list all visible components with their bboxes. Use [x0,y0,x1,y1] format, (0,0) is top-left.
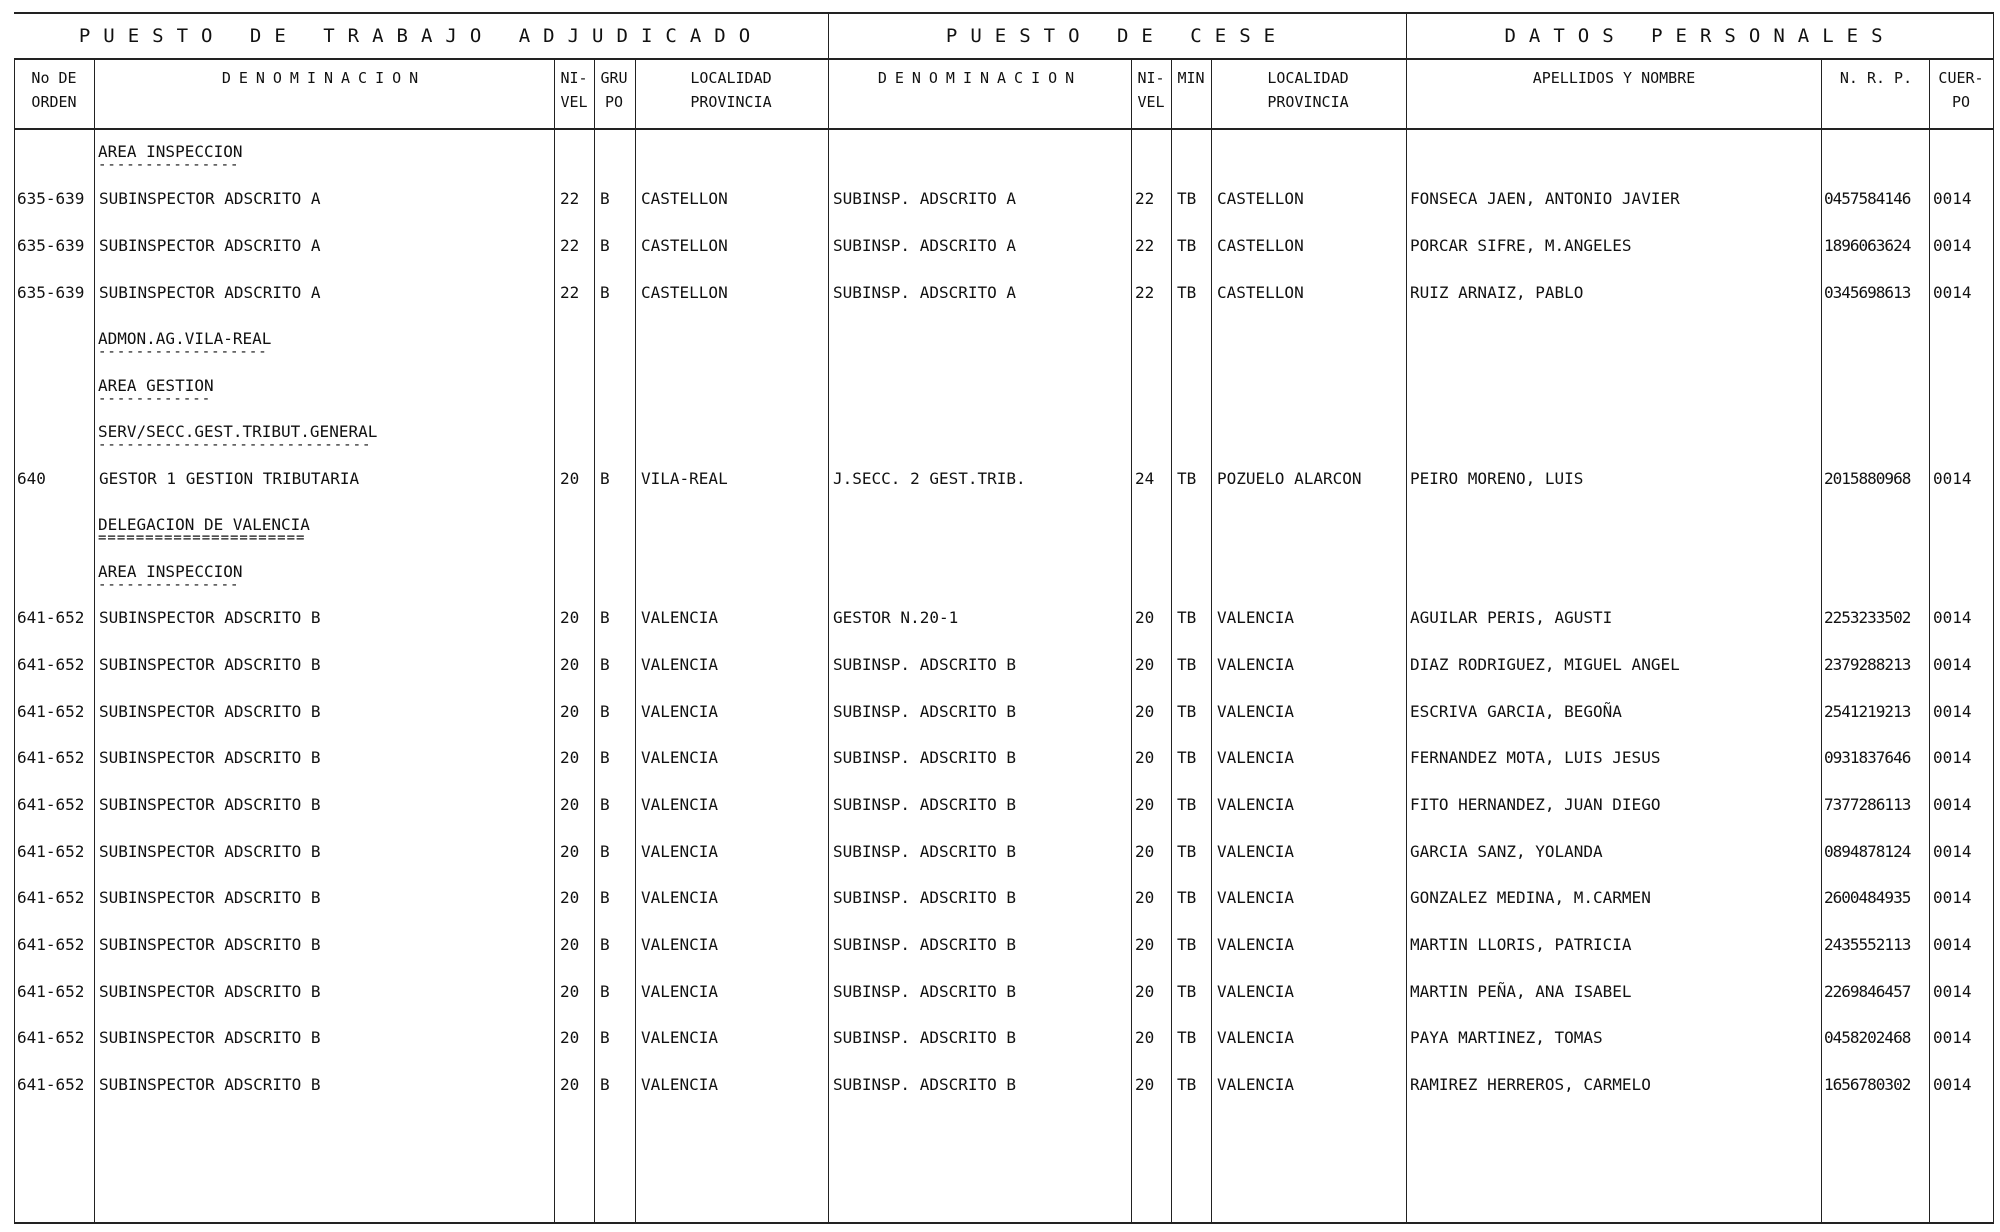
section-title: SERV/SECC.GEST.TRIBUT.GENERAL [98,422,378,441]
col-header-orden: No DE ORDEN [31,69,77,111]
cell-apellidos-nombre: RAMIREZ HERREROS, CARMELO [1410,1075,1651,1094]
cell-cese-min: TB [1177,608,1197,627]
cell-cese-localidad: VALENCIA [1217,1028,1295,1047]
cell-nrp: 0458202468 [1824,1028,1911,1047]
cell-nrp: 0457584146 [1824,189,1911,208]
cell-localidad: CASTELLON [641,283,728,302]
cell-grupo: B [600,702,610,721]
col-header-cese-min: MIN [1177,69,1205,87]
cell-orden: 641-652 [17,982,85,1001]
cell-apellidos-nombre: DIAZ RODRIGUEZ, MIGUEL ANGEL [1410,655,1680,674]
table-row [0,234,2000,274]
table-row [0,606,2000,646]
cell-cese-min: TB [1177,655,1197,674]
cell-cese-min: TB [1177,702,1197,721]
cell-cese-min: TB [1177,1028,1197,1047]
cell-denominacion: SUBINSPECTOR ADSCRITO A [99,236,321,255]
column-rule [1929,58,1930,1222]
cell-nrp: 2600484935 [1824,888,1911,907]
section-underline: ------------ [98,391,212,407]
cell-cese-denominacion: J.SECC. 2 GEST.TRIB. [833,469,1026,488]
cell-apellidos-nombre: GONZALEZ MEDINA, M.CARMEN [1410,888,1651,907]
cell-grupo: B [600,236,610,255]
cell-grupo: B [600,842,610,861]
cell-grupo: B [600,935,610,954]
cell-denominacion: SUBINSPECTOR ADSCRITO B [99,1075,321,1094]
cell-nivel: 20 [560,1028,580,1047]
cell-nrp: 7377286113 [1824,795,1911,814]
cell-grupo: B [600,982,610,1001]
cell-cuerpo: 0014 [1933,982,1972,1001]
cell-cese-min: TB [1177,795,1197,814]
section-underline: --------------- [98,157,240,173]
cell-denominacion: SUBINSPECTOR ADSCRITO A [99,283,321,302]
cell-grupo: B [600,655,610,674]
table-row [0,933,2000,973]
table-row [0,700,2000,740]
cell-cese-nivel: 20 [1135,1075,1155,1094]
section-label [98,327,272,360]
cell-cese-min: TB [1177,982,1197,1001]
col-header-apellidos-nombre: APELLIDOS Y NOMBRE [1532,69,1696,87]
cell-cese-denominacion: SUBINSP. ADSCRITO B [833,842,1017,861]
col-header-cese-nivel: NI- VEL [1137,69,1165,111]
cell-cese-nivel: 22 [1135,236,1155,255]
cell-cuerpo: 0014 [1933,469,1972,488]
table-row [0,746,2000,786]
cell-cese-localidad: CASTELLON [1217,236,1304,255]
cell-cese-denominacion: SUBINSP. ADSCRITO A [833,283,1017,302]
cell-apellidos-nombre: FITO HERNANDEZ, JUAN DIEGO [1410,795,1661,814]
cell-localidad: VALENCIA [641,748,719,767]
cell-cuerpo: 0014 [1933,702,1972,721]
cell-nrp: 2541219213 [1824,702,1911,721]
cell-denominacion: SUBINSPECTOR ADSCRITO B [99,655,321,674]
cell-apellidos-nombre: MARTIN LLORIS, PATRICIA [1410,935,1632,954]
cell-cuerpo: 0014 [1933,1075,1972,1094]
section-label [98,513,310,546]
cell-cese-nivel: 20 [1135,608,1155,627]
cell-cuerpo: 0014 [1933,189,1972,208]
cell-cese-nivel: 20 [1135,795,1155,814]
col-header-nrp: N. R. P. [1839,69,1913,87]
cell-cese-nivel: 22 [1135,189,1155,208]
section-underline: ----------------------------- [98,437,372,453]
cell-cese-denominacion: SUBINSP. ADSCRITO B [833,888,1017,907]
table-top-rule [14,12,1994,14]
cell-cese-localidad: VALENCIA [1217,702,1295,721]
cell-cuerpo: 0014 [1933,283,1972,302]
cell-cese-denominacion: GESTOR N.20-1 [833,608,959,627]
cell-cuerpo: 0014 [1933,842,1972,861]
cell-cese-localidad: VALENCIA [1217,795,1295,814]
section-title: AREA INSPECCION [98,142,243,161]
cell-localidad: VALENCIA [641,888,719,907]
cell-grupo: B [600,888,610,907]
cell-localidad: VALENCIA [641,1028,719,1047]
cell-nivel: 20 [560,748,580,767]
cell-cuerpo: 0014 [1933,608,1972,627]
table-row [0,1026,2000,1066]
cell-apellidos-nombre: AGUILAR PERIS, AGUSTI [1410,608,1613,627]
cell-orden: 635-639 [17,189,85,208]
cell-apellidos-nombre: FONSECA JAEN, ANTONIO JAVIER [1410,189,1680,208]
cell-cese-denominacion: SUBINSP. ADSCRITO B [833,935,1017,954]
cell-cese-denominacion: SUBINSP. ADSCRITO B [833,702,1017,721]
cell-nivel: 20 [560,795,580,814]
cell-cese-nivel: 20 [1135,702,1155,721]
table-row [0,281,2000,321]
table-row [0,467,2000,507]
cell-localidad: VALENCIA [641,935,719,954]
cell-cese-denominacion: SUBINSP. ADSCRITO B [833,1075,1017,1094]
cell-cese-min: TB [1177,842,1197,861]
cell-cese-nivel: 20 [1135,888,1155,907]
column-rule [14,58,15,1222]
cell-localidad: VALENCIA [641,795,719,814]
cell-nrp: 1896063624 [1824,236,1911,255]
cell-orden: 635-639 [17,236,85,255]
table-row [0,187,2000,227]
cell-orden: 635-639 [17,283,85,302]
cell-nivel: 22 [560,189,580,208]
cell-cuerpo: 0014 [1933,888,1972,907]
cell-cese-nivel: 24 [1135,469,1155,488]
cell-cese-localidad: VALENCIA [1217,608,1295,627]
cell-grupo: B [600,469,610,488]
cell-grupo: B [600,189,610,208]
cell-orden: 641-652 [17,842,85,861]
cell-nrp: 2253233502 [1824,608,1911,627]
cell-cese-denominacion: SUBINSP. ADSCRITO B [833,748,1017,767]
cell-denominacion: GESTOR 1 GESTION TRIBUTARIA [99,469,360,488]
group-header-datos-personales: DATOS PERSONALES [1504,25,1896,47]
table-row [0,886,2000,926]
cell-nivel: 20 [560,1075,580,1094]
cell-nivel: 20 [560,842,580,861]
cell-localidad: VALENCIA [641,655,719,674]
cell-cese-localidad: VALENCIA [1217,982,1295,1001]
section-label [98,420,378,453]
cell-cuerpo: 0014 [1933,795,1972,814]
cell-cese-localidad: VALENCIA [1217,1075,1295,1094]
cell-orden: 641-652 [17,608,85,627]
cell-orden: 640 [17,469,46,488]
cell-orden: 641-652 [17,655,85,674]
group-header-cese: PUESTO DE CESE [945,25,1289,47]
cell-nivel: 20 [560,935,580,954]
cell-nivel: 20 [560,469,580,488]
cell-localidad: VILA-REAL [641,469,728,488]
cell-denominacion: SUBINSPECTOR ADSCRITO B [99,935,321,954]
column-rule [94,58,95,1222]
cell-orden: 641-652 [17,1075,85,1094]
col-header-nivel: NI- VEL [560,69,588,111]
cell-localidad: CASTELLON [641,189,728,208]
cell-cese-nivel: 20 [1135,748,1155,767]
cell-apellidos-nombre: PAYA MARTINEZ, TOMAS [1410,1028,1603,1047]
cell-orden: 641-652 [17,702,85,721]
cell-cese-denominacion: SUBINSP. ADSCRITO B [833,795,1017,814]
cell-nivel: 22 [560,283,580,302]
cell-nivel: 20 [560,655,580,674]
cell-cese-denominacion: SUBINSP. ADSCRITO B [833,982,1017,1001]
cell-nrp: 2015880968 [1824,469,1911,488]
cell-nivel: 20 [560,888,580,907]
section-title: ADMON.AG.VILA-REAL [98,329,272,348]
cell-cese-nivel: 22 [1135,283,1155,302]
cell-cese-min: TB [1177,748,1197,767]
cell-nrp: 0345698613 [1824,283,1911,302]
cell-nrp: 2269846457 [1824,982,1911,1001]
cell-orden: 641-652 [17,1028,85,1047]
cell-denominacion: SUBINSPECTOR ADSCRITO B [99,748,321,767]
table-row [0,840,2000,880]
column-rule [1993,14,1994,1222]
section-underline: ------------------ [98,344,268,360]
cell-localidad: VALENCIA [641,1075,719,1094]
cell-apellidos-nombre: FERNANDEZ MOTA, LUIS JESUS [1410,748,1661,767]
cell-denominacion: SUBINSPECTOR ADSCRITO B [99,702,321,721]
col-header-cese-localidad: LOCALIDAD PROVINCIA [1267,69,1349,111]
cell-cese-nivel: 20 [1135,982,1155,1001]
section-underline: ====================== [98,530,306,546]
col-header-denominacion: DENOMINACION [221,69,427,87]
cell-cese-min: TB [1177,935,1197,954]
table-row [0,793,2000,833]
table-row [0,653,2000,693]
column-rule [594,58,595,1222]
cell-cuerpo: 0014 [1933,935,1972,954]
group-header-adjudicado: PUESTO DE TRABAJO ADJUDICADO [78,25,764,47]
table-bottom-rule [14,1222,1994,1224]
cell-cuerpo: 0014 [1933,655,1972,674]
column-rule [554,58,555,1222]
column-rule [1131,58,1132,1222]
cell-grupo: B [600,748,610,767]
cell-apellidos-nombre: PORCAR SIFRE, M.ANGELES [1410,236,1632,255]
col-header-cese-denominacion: DENOMINACION [877,69,1083,87]
cell-orden: 641-652 [17,795,85,814]
column-rule [1821,58,1822,1222]
cell-localidad: VALENCIA [641,842,719,861]
cell-cese-min: TB [1177,888,1197,907]
cell-apellidos-nombre: MARTIN PEÑA, ANA ISABEL [1410,982,1632,1001]
cell-cese-denominacion: SUBINSP. ADSCRITO B [833,655,1017,674]
cell-grupo: B [600,1028,610,1047]
cell-denominacion: SUBINSPECTOR ADSCRITO B [99,795,321,814]
section-label [98,374,214,407]
column-rule [635,58,636,1222]
cell-nivel: 22 [560,236,580,255]
cell-cese-localidad: VALENCIA [1217,842,1295,861]
cell-cese-localidad: VALENCIA [1217,888,1295,907]
cell-apellidos-nombre: ESCRIVA GARCIA, BEGOÑA [1410,702,1622,721]
column-rule [828,14,829,1222]
cell-cuerpo: 0014 [1933,748,1972,767]
cell-grupo: B [600,795,610,814]
header-bottom-rule [14,128,1994,130]
section-title: AREA GESTION [98,376,214,395]
cell-localidad: VALENCIA [641,982,719,1001]
cell-cese-min: TB [1177,236,1197,255]
cell-localidad: VALENCIA [641,608,719,627]
col-header-cuerpo: CUER- PO [1938,69,1984,111]
cell-cuerpo: 0014 [1933,236,1972,255]
cell-cese-nivel: 20 [1135,655,1155,674]
cell-cese-min: TB [1177,469,1197,488]
cell-grupo: B [600,283,610,302]
cell-localidad: CASTELLON [641,236,728,255]
cell-cese-denominacion: SUBINSP. ADSCRITO A [833,189,1017,208]
cell-cese-min: TB [1177,283,1197,302]
cell-nrp: 2435552113 [1824,935,1911,954]
column-rule [1171,58,1172,1222]
cell-nrp: 0894878124 [1824,842,1911,861]
section-label [98,140,243,173]
cell-cese-localidad: CASTELLON [1217,189,1304,208]
cell-cese-localidad: CASTELLON [1217,283,1304,302]
cell-orden: 641-652 [17,888,85,907]
cell-cese-nivel: 20 [1135,935,1155,954]
cell-nivel: 20 [560,702,580,721]
section-title: DELEGACION DE VALENCIA [98,515,310,534]
cell-cese-nivel: 20 [1135,1028,1155,1047]
table-row [0,1073,2000,1113]
cell-cese-localidad: VALENCIA [1217,655,1295,674]
column-rule [1211,58,1212,1222]
cell-nrp: 0931837646 [1824,748,1911,767]
cell-cese-localidad: POZUELO ALARCON [1217,469,1362,488]
cell-denominacion: SUBINSPECTOR ADSCRITO B [99,888,321,907]
cell-nivel: 20 [560,982,580,1001]
cell-orden: 641-652 [17,935,85,954]
cell-apellidos-nombre: PEIRO MORENO, LUIS [1410,469,1584,488]
cell-cese-localidad: VALENCIA [1217,748,1295,767]
table-row [0,980,2000,1020]
header-divider-rule [14,58,1994,60]
cell-localidad: VALENCIA [641,702,719,721]
col-header-localidad: LOCALIDAD PROVINCIA [690,69,772,111]
cell-nrp: 1656780302 [1824,1075,1911,1094]
cell-denominacion: SUBINSPECTOR ADSCRITO B [99,982,321,1001]
cell-denominacion: SUBINSPECTOR ADSCRITO B [99,842,321,861]
cell-nivel: 20 [560,608,580,627]
cell-cese-nivel: 20 [1135,842,1155,861]
cell-cese-localidad: VALENCIA [1217,935,1295,954]
section-underline: --------------- [98,577,240,593]
cell-nrp: 2379288213 [1824,655,1911,674]
col-header-grupo: GRU PO [600,69,628,111]
cell-cese-min: TB [1177,189,1197,208]
cell-cese-denominacion: SUBINSP. ADSCRITO A [833,236,1017,255]
cell-denominacion: SUBINSPECTOR ADSCRITO A [99,189,321,208]
cell-cuerpo: 0014 [1933,1028,1972,1047]
cell-cese-min: TB [1177,1075,1197,1094]
cell-apellidos-nombre: GARCIA SANZ, YOLANDA [1410,842,1603,861]
cell-orden: 641-652 [17,748,85,767]
section-title: AREA INSPECCION [98,562,243,581]
cell-apellidos-nombre: RUIZ ARNAIZ, PABLO [1410,283,1584,302]
cell-denominacion: SUBINSPECTOR ADSCRITO B [99,608,321,627]
column-rule [1406,14,1407,1222]
cell-grupo: B [600,1075,610,1094]
section-label [98,560,243,593]
cell-denominacion: SUBINSPECTOR ADSCRITO B [99,1028,321,1047]
cell-grupo: B [600,608,610,627]
cell-cese-denominacion: SUBINSP. ADSCRITO B [833,1028,1017,1047]
